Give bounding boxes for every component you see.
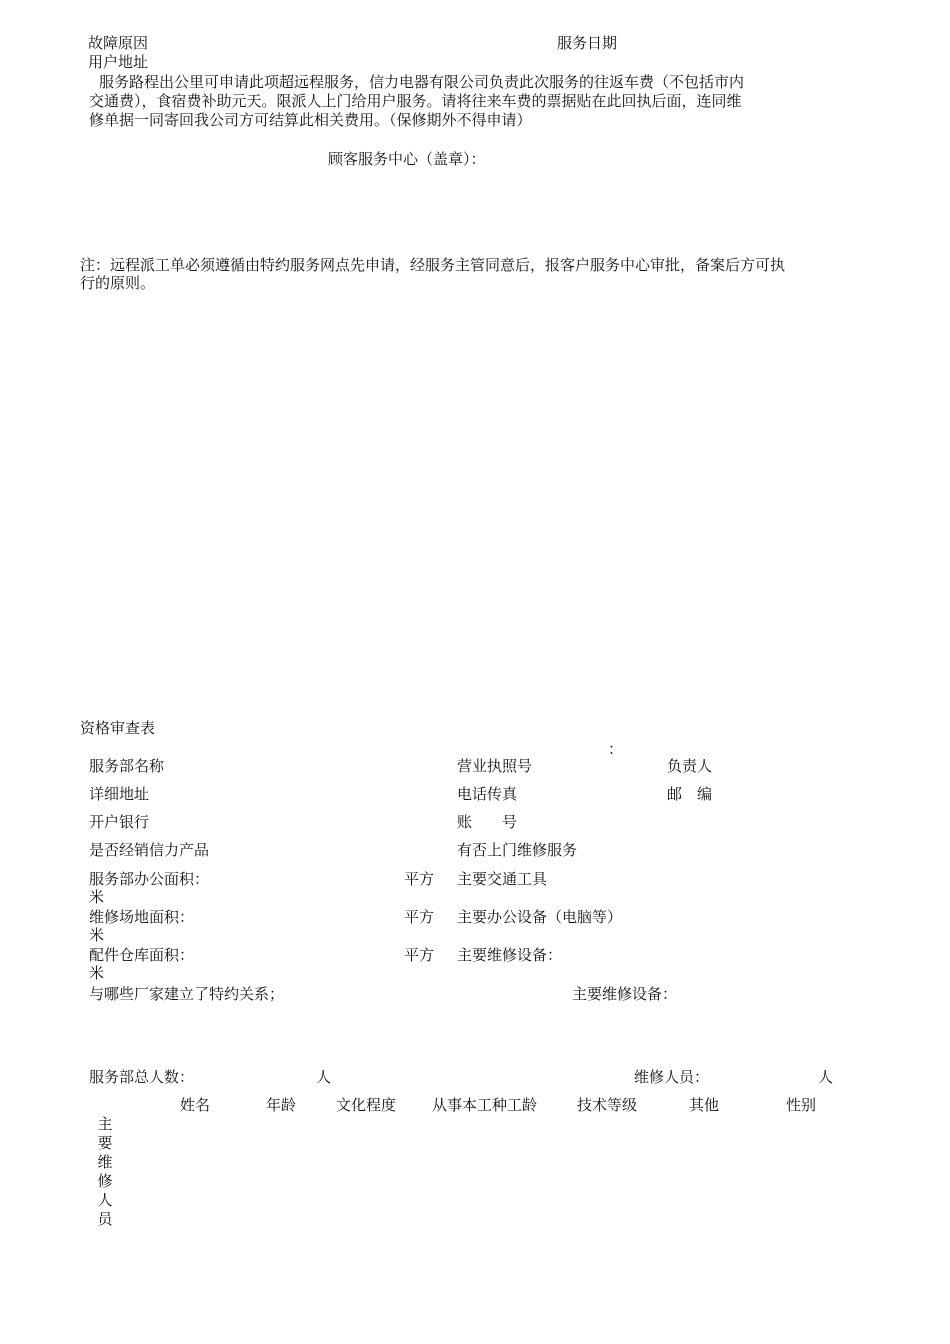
partners-label: 与哪些厂家建立了特约关系； — [89, 985, 285, 1003]
repair-staff-unit: 人 — [818, 1068, 834, 1086]
office-area-unit-mi: 米 — [89, 888, 105, 906]
warehouse-area-unit-ping: 平方 — [404, 946, 435, 964]
office-area-label: 服务部办公面积： — [89, 870, 210, 888]
service-terms-line-1: 服务路程出公里可申请此项超远程服务，信力电器有限公司负责此次服务的往返车费（不包括市内 — [99, 73, 745, 91]
fault-reason-label: 故障原因 — [88, 34, 149, 52]
main-repair-staff-side-label: 主要维修人员 — [97, 1115, 113, 1228]
service-date-label: 服务日期 — [557, 34, 618, 52]
form-title: 资格审查表 — [80, 719, 156, 737]
customer-service-stamp-label: 顾客服务中心（盖章）： — [328, 150, 486, 168]
office-equipment-label: 主要办公设备（电脑等） — [457, 908, 623, 926]
dept-name-label: 服务部名称 — [89, 757, 165, 775]
header-work-years: 从事本工种工龄 — [432, 1096, 538, 1114]
person-in-charge-label: 负责人 — [667, 757, 713, 775]
sells-xinli-label: 是否经销信力产品 — [89, 841, 210, 859]
header-other: 其他 — [689, 1096, 720, 1114]
license-no-label: 营业执照号 — [457, 757, 533, 775]
note-line-1: 注：远程派工单必须遵循由特约服务网点先申请，经服务主管同意后，报客户服务中心审批，备案后方可执 — [80, 256, 786, 274]
header-education: 文化程度 — [336, 1096, 397, 1114]
header-age: 年龄 — [266, 1096, 297, 1114]
account-label: 账 号 — [457, 813, 518, 831]
transport-label: 主要交通工具 — [457, 870, 548, 888]
postcode-label: 邮 编 — [667, 785, 713, 803]
repair-area-unit-mi: 米 — [89, 926, 105, 944]
office-area-unit-ping: 平方 — [404, 870, 435, 888]
phone-fax-label: 电话传真 — [457, 785, 518, 803]
service-terms-line-2: 交通费），食宿费补助元天。限派人上门给用户服务。请将往来车费的票据贴在此回执后面，连同维 — [89, 92, 742, 110]
repair-area-label: 维修场地面积： — [89, 908, 195, 926]
colon-mark: ： — [608, 740, 624, 758]
header-gender: 性别 — [786, 1096, 817, 1114]
repair-area-unit-ping: 平方 — [404, 908, 435, 926]
repair-equipment-label: 主要维修设备： — [457, 946, 563, 964]
total-staff-unit: 人 — [316, 1068, 332, 1086]
repair-staff-label: 维修人员： — [634, 1068, 710, 1086]
note-line-2: 行的原则。 — [80, 274, 156, 292]
bank-label: 开户银行 — [89, 813, 150, 831]
header-name: 姓名 — [180, 1096, 211, 1114]
repair-equipment-label-2: 主要维修设备： — [572, 985, 678, 1003]
address-label: 详细地址 — [89, 785, 150, 803]
service-terms-line-3: 修单据一同寄回我公司方可结算此相关费用。（保修期外不得申请） — [89, 111, 532, 129]
user-address-label: 用户地址 — [88, 53, 149, 71]
header-tech-level: 技术等级 — [577, 1096, 638, 1114]
warehouse-area-unit-mi: 米 — [89, 964, 105, 982]
warehouse-area-label: 配件仓库面积： — [89, 946, 195, 964]
total-staff-label: 服务部总人数： — [89, 1068, 195, 1086]
onsite-service-label: 有否上门维修服务 — [457, 841, 578, 859]
